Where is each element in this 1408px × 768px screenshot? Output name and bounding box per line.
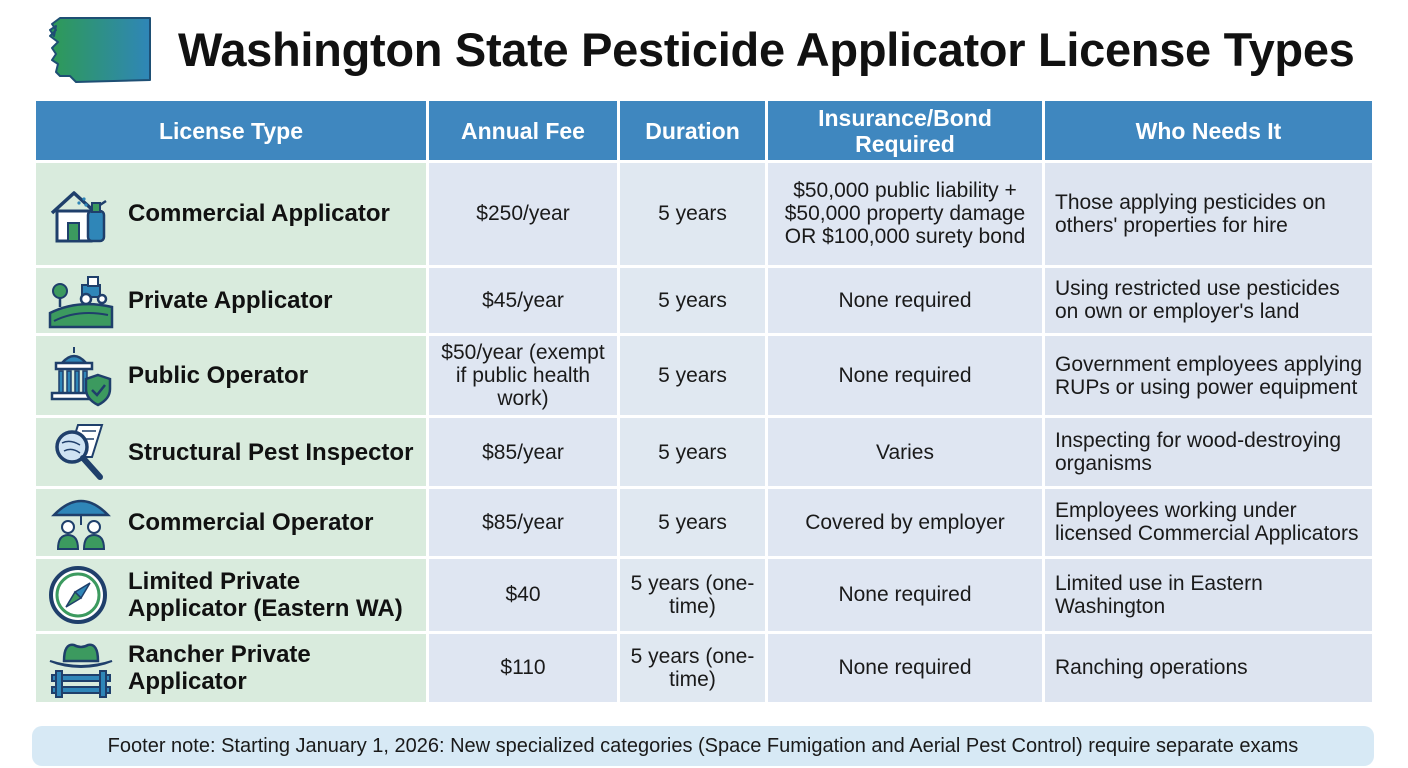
table-row [36,559,1372,633]
table-row [36,634,1372,705]
who-needs-it-cell: Government employees applying RUPs or using power equipment [1045,336,1372,418]
annual-fee-cell: $50/year (exempt if public health work) [429,336,620,418]
license-type-name: Commercial Operator [128,508,374,536]
annual-fee-cell: $85/year [429,418,620,488]
insurance-cell: $50,000 public liability + $50,000 property damage OR $100,000 surety bond [768,163,1045,268]
house-sprayer-icon [48,183,114,245]
cowboy-hat-fence-icon [48,637,114,699]
license-type-name: Private Applicator [128,286,333,314]
insurance-cell: None required [768,559,1045,633]
license-type-name: Commercial Applicator [128,200,390,228]
washington-state-map-icon [46,16,152,84]
insurance-cell: None required [768,634,1045,705]
insurance-cell: Covered by employer [768,489,1045,559]
annual-fee-cell: $85/year [429,489,620,559]
who-needs-it-cell: Ranching operations [1045,634,1372,705]
table-row [36,336,1372,418]
table-row [36,489,1372,559]
farm-tractor-icon [48,269,114,331]
duration-cell: 5 years (one-time) [620,559,768,633]
duration-cell: 5 years [620,163,768,268]
column-header-duration: Duration [620,101,768,163]
column-header-who-needs-it: Who Needs It [1045,101,1372,163]
table-row [36,418,1372,488]
duration-cell: 5 years [620,489,768,559]
who-needs-it-cell: Using restricted use pesticides on own or employer's land [1045,268,1372,336]
annual-fee-cell: $40 [429,559,620,633]
who-needs-it-cell: Employees working under licensed Commercial Applicators [1045,489,1372,559]
footer-note: Footer note: Starting January 1, 2026: New specialized categories (Space Fumigation and Aerial Pest Control) require separate exams [32,726,1374,766]
duration-cell: 5 years [620,336,768,418]
license-type-name: Limited Private Applicator (Eastern WA) [128,567,403,622]
annual-fee-cell: $110 [429,634,620,705]
table-row [36,268,1372,336]
license-table [36,101,1372,705]
column-header-license-type: License Type [36,101,429,163]
duration-cell: 5 years [620,418,768,488]
magnifier-wood-icon [48,421,114,483]
license-type-name: Rancher Private Applicator [128,640,311,695]
duration-cell: 5 years [620,268,768,336]
who-needs-it-cell: Limited use in Eastern Washington [1045,559,1372,633]
duration-cell: 5 years (one-time) [620,634,768,705]
government-building-shield-icon [48,345,114,407]
license-type-name: Public Operator [128,362,309,390]
compass-icon [48,564,114,626]
annual-fee-cell: $250/year [429,163,620,268]
page-header [0,0,1408,100]
insurance-cell: None required [768,336,1045,418]
license-type-name: Structural Pest Inspector [128,438,414,466]
table-row [36,163,1372,268]
who-needs-it-cell: Inspecting for wood-destroying organisms [1045,418,1372,488]
annual-fee-cell: $45/year [429,268,620,336]
umbrella-workers-icon [48,491,114,553]
page-title: Washington State Pesticide Applicator License Types [178,23,1355,76]
insurance-cell: None required [768,268,1045,336]
column-header-annual-fee: Annual Fee [429,101,620,163]
who-needs-it-cell: Those applying pesticides on others' properties for hire [1045,163,1372,268]
table-header-row [36,101,1372,163]
insurance-cell: Varies [768,418,1045,488]
column-header-insurance: Insurance/Bond Required [768,101,1045,163]
